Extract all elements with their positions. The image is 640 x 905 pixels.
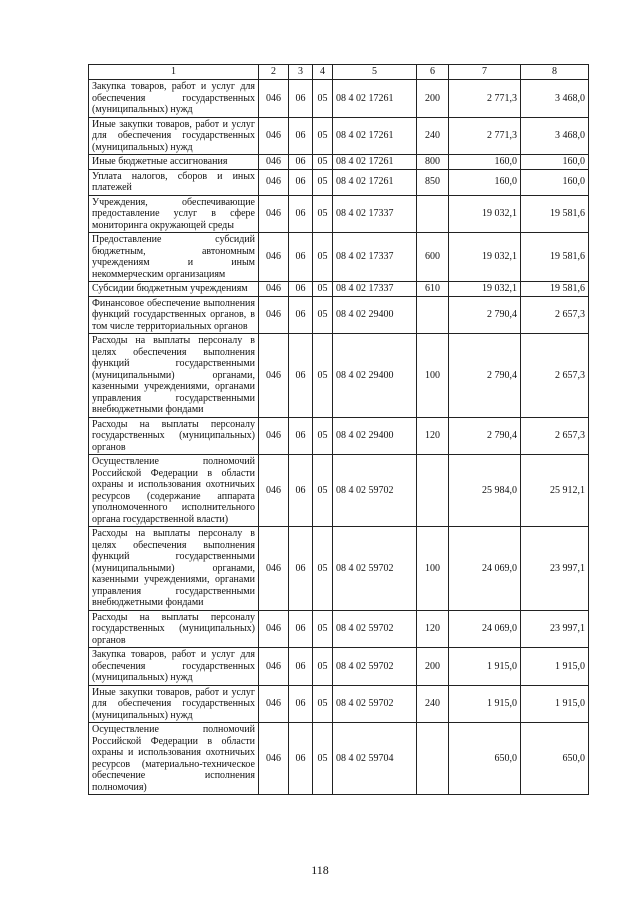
amount-year-1: 24 069,0 xyxy=(449,527,521,611)
budget-table xyxy=(88,64,589,795)
table-row xyxy=(89,685,589,723)
table-row xyxy=(89,233,589,282)
amount-year-1: 24 069,0 xyxy=(449,610,521,648)
section-code: 06 xyxy=(289,282,313,297)
section-code: 06 xyxy=(289,648,313,686)
ministry-code: 046 xyxy=(259,282,289,297)
amount-year-1: 19 032,1 xyxy=(449,233,521,282)
amount-year-1: 19 032,1 xyxy=(449,282,521,297)
section-code: 06 xyxy=(289,455,313,527)
target-article-code: 08 4 02 59702 xyxy=(333,455,417,527)
table-row xyxy=(89,117,589,155)
row-description: Осуществление полномочий Российской Федерации в области охраны и использования охотничьих ресурсов (материально-техническое обеспечение исполнения полномочия) xyxy=(89,723,259,795)
target-article-code: 08 4 02 29400 xyxy=(333,334,417,418)
expense-type-code xyxy=(417,296,449,334)
ministry-code: 046 xyxy=(259,455,289,527)
subsection-code: 05 xyxy=(313,527,333,611)
section-code: 06 xyxy=(289,723,313,795)
expense-type-code: 800 xyxy=(417,155,449,170)
table-row xyxy=(89,648,589,686)
target-article-code: 08 4 02 59704 xyxy=(333,723,417,795)
amount-year-2: 19 581,6 xyxy=(521,233,589,282)
header-col-1: 1 xyxy=(89,65,259,80)
amount-year-2: 1 915,0 xyxy=(521,685,589,723)
ministry-code: 046 xyxy=(259,527,289,611)
section-code: 06 xyxy=(289,155,313,170)
header-row xyxy=(89,65,589,80)
amount-year-1: 650,0 xyxy=(449,723,521,795)
header-col-2: 2 xyxy=(259,65,289,80)
amount-year-2: 2 657,3 xyxy=(521,296,589,334)
row-description: Уплата налогов, сборов и иных платежей xyxy=(89,169,259,195)
expense-type-code: 240 xyxy=(417,685,449,723)
subsection-code: 05 xyxy=(313,296,333,334)
ministry-code: 046 xyxy=(259,117,289,155)
expense-type-code: 200 xyxy=(417,648,449,686)
expense-type-code: 600 xyxy=(417,233,449,282)
amount-year-2: 2 657,3 xyxy=(521,334,589,418)
section-code: 06 xyxy=(289,685,313,723)
ministry-code: 046 xyxy=(259,169,289,195)
ministry-code: 046 xyxy=(259,334,289,418)
amount-year-1: 1 915,0 xyxy=(449,685,521,723)
page-number: 118 xyxy=(311,863,329,877)
header-col-4: 4 xyxy=(313,65,333,80)
target-article-code: 08 4 02 17337 xyxy=(333,195,417,233)
table-row xyxy=(89,155,589,170)
target-article-code: 08 4 02 17261 xyxy=(333,169,417,195)
row-description: Учреждения, обеспечивающие предоставление услуг в сфере мониторинга окружающей среды xyxy=(89,195,259,233)
table-row xyxy=(89,610,589,648)
ministry-code: 046 xyxy=(259,723,289,795)
subsection-code: 05 xyxy=(313,610,333,648)
section-code: 06 xyxy=(289,169,313,195)
header-col-6: 6 xyxy=(417,65,449,80)
subsection-code: 05 xyxy=(313,155,333,170)
subsection-code: 05 xyxy=(313,117,333,155)
expense-type-code: 120 xyxy=(417,610,449,648)
table-row xyxy=(89,455,589,527)
amount-year-2: 3 468,0 xyxy=(521,80,589,118)
ministry-code: 046 xyxy=(259,155,289,170)
expense-type-code: 120 xyxy=(417,417,449,455)
amount-year-2: 19 581,6 xyxy=(521,282,589,297)
amount-year-2: 650,0 xyxy=(521,723,589,795)
ministry-code: 046 xyxy=(259,195,289,233)
row-description: Финансовое обеспечение выполнения функций государственных органов, в том числе территориальных органов xyxy=(89,296,259,334)
ministry-code: 046 xyxy=(259,417,289,455)
table-header xyxy=(89,65,589,80)
amount-year-1: 2 790,4 xyxy=(449,296,521,334)
section-code: 06 xyxy=(289,296,313,334)
subsection-code: 05 xyxy=(313,195,333,233)
section-code: 06 xyxy=(289,80,313,118)
table-row xyxy=(89,195,589,233)
amount-year-1: 160,0 xyxy=(449,169,521,195)
row-description: Субсидии бюджетным учреждениям xyxy=(89,282,259,297)
row-description: Расходы на выплаты персоналу государственных (муниципальных) органов xyxy=(89,610,259,648)
target-article-code: 08 4 02 17261 xyxy=(333,117,417,155)
subsection-code: 05 xyxy=(313,282,333,297)
subsection-code: 05 xyxy=(313,417,333,455)
section-code: 06 xyxy=(289,610,313,648)
subsection-code: 05 xyxy=(313,648,333,686)
target-article-code: 08 4 02 59702 xyxy=(333,527,417,611)
ministry-code: 046 xyxy=(259,233,289,282)
amount-year-2: 160,0 xyxy=(521,169,589,195)
section-code: 06 xyxy=(289,117,313,155)
amount-year-2: 2 657,3 xyxy=(521,417,589,455)
amount-year-2: 23 997,1 xyxy=(521,527,589,611)
amount-year-1: 2 790,4 xyxy=(449,334,521,418)
ministry-code: 046 xyxy=(259,610,289,648)
target-article-code: 08 4 02 59702 xyxy=(333,648,417,686)
header-col-7: 7 xyxy=(449,65,521,80)
expense-type-code: 850 xyxy=(417,169,449,195)
header-col-5: 5 xyxy=(333,65,417,80)
amount-year-2: 1 915,0 xyxy=(521,648,589,686)
section-code: 06 xyxy=(289,233,313,282)
subsection-code: 05 xyxy=(313,455,333,527)
amount-year-1: 25 984,0 xyxy=(449,455,521,527)
amount-year-2: 25 912,1 xyxy=(521,455,589,527)
amount-year-1: 2 771,3 xyxy=(449,117,521,155)
subsection-code: 05 xyxy=(313,169,333,195)
expense-type-code xyxy=(417,455,449,527)
ministry-code: 046 xyxy=(259,685,289,723)
expense-type-code: 240 xyxy=(417,117,449,155)
table-row xyxy=(89,80,589,118)
table-body xyxy=(89,80,589,795)
row-description: Иные закупки товаров, работ и услуг для обеспечения государственных (муниципальных) нужд xyxy=(89,685,259,723)
row-description: Иные бюджетные ассигнования xyxy=(89,155,259,170)
table-row xyxy=(89,527,589,611)
ministry-code: 046 xyxy=(259,648,289,686)
subsection-code: 05 xyxy=(313,685,333,723)
target-article-code: 08 4 02 17261 xyxy=(333,80,417,118)
expense-type-code: 100 xyxy=(417,527,449,611)
target-article-code: 08 4 02 59702 xyxy=(333,685,417,723)
subsection-code: 05 xyxy=(313,233,333,282)
table-row xyxy=(89,723,589,795)
section-code: 06 xyxy=(289,195,313,233)
ministry-code: 046 xyxy=(259,80,289,118)
amount-year-1: 1 915,0 xyxy=(449,648,521,686)
table-row xyxy=(89,334,589,418)
expense-type-code: 200 xyxy=(417,80,449,118)
row-description: Расходы на выплаты персоналу в целях обеспечения выполнения функций государственными (муниципальными) органами, казенными учреждениями, органами управления государственными внебюджетными фондами xyxy=(89,334,259,418)
table-row xyxy=(89,417,589,455)
amount-year-1: 2 790,4 xyxy=(449,417,521,455)
expense-type-code xyxy=(417,723,449,795)
row-description: Осуществление полномочий Российской Федерации в области охраны и использования охотничьих ресурсов (содержание аппарата уполномоченного исполнительного органа государственной власти) xyxy=(89,455,259,527)
expense-type-code: 610 xyxy=(417,282,449,297)
table-row xyxy=(89,282,589,297)
row-description: Расходы на выплаты персоналу государственных (муниципальных) органов xyxy=(89,417,259,455)
section-code: 06 xyxy=(289,417,313,455)
row-description: Предоставление субсидий бюджетным, автономным учреждениям и иным некоммерческим организациям xyxy=(89,233,259,282)
section-code: 06 xyxy=(289,527,313,611)
subsection-code: 05 xyxy=(313,334,333,418)
target-article-code: 08 4 02 29400 xyxy=(333,417,417,455)
amount-year-1: 2 771,3 xyxy=(449,80,521,118)
amount-year-1: 160,0 xyxy=(449,155,521,170)
row-description: Иные закупки товаров, работ и услуг для обеспечения государственных (муниципальных) нужд xyxy=(89,117,259,155)
ministry-code: 046 xyxy=(259,296,289,334)
amount-year-2: 19 581,6 xyxy=(521,195,589,233)
table-row xyxy=(89,296,589,334)
row-description: Закупка товаров, работ и услуг для обеспечения государственных (муниципальных) нужд xyxy=(89,80,259,118)
target-article-code: 08 4 02 59702 xyxy=(333,610,417,648)
amount-year-2: 3 468,0 xyxy=(521,117,589,155)
expense-type-code xyxy=(417,195,449,233)
amount-year-1: 19 032,1 xyxy=(449,195,521,233)
section-code: 06 xyxy=(289,334,313,418)
header-col-8: 8 xyxy=(521,65,589,80)
amount-year-2: 160,0 xyxy=(521,155,589,170)
subsection-code: 05 xyxy=(313,723,333,795)
expense-type-code: 100 xyxy=(417,334,449,418)
header-col-3: 3 xyxy=(289,65,313,80)
row-description: Закупка товаров, работ и услуг для обеспечения государственных (муниципальных) нужд xyxy=(89,648,259,686)
target-article-code: 08 4 02 17337 xyxy=(333,233,417,282)
table-row xyxy=(89,169,589,195)
target-article-code: 08 4 02 17261 xyxy=(333,155,417,170)
target-article-code: 08 4 02 17337 xyxy=(333,282,417,297)
amount-year-2: 23 997,1 xyxy=(521,610,589,648)
subsection-code: 05 xyxy=(313,80,333,118)
row-description: Расходы на выплаты персоналу в целях обеспечения выполнения функций государственными (муниципальными) органами, казенными учреждениями, органами управления государственными внебюджетными фондами xyxy=(89,527,259,611)
target-article-code: 08 4 02 29400 xyxy=(333,296,417,334)
